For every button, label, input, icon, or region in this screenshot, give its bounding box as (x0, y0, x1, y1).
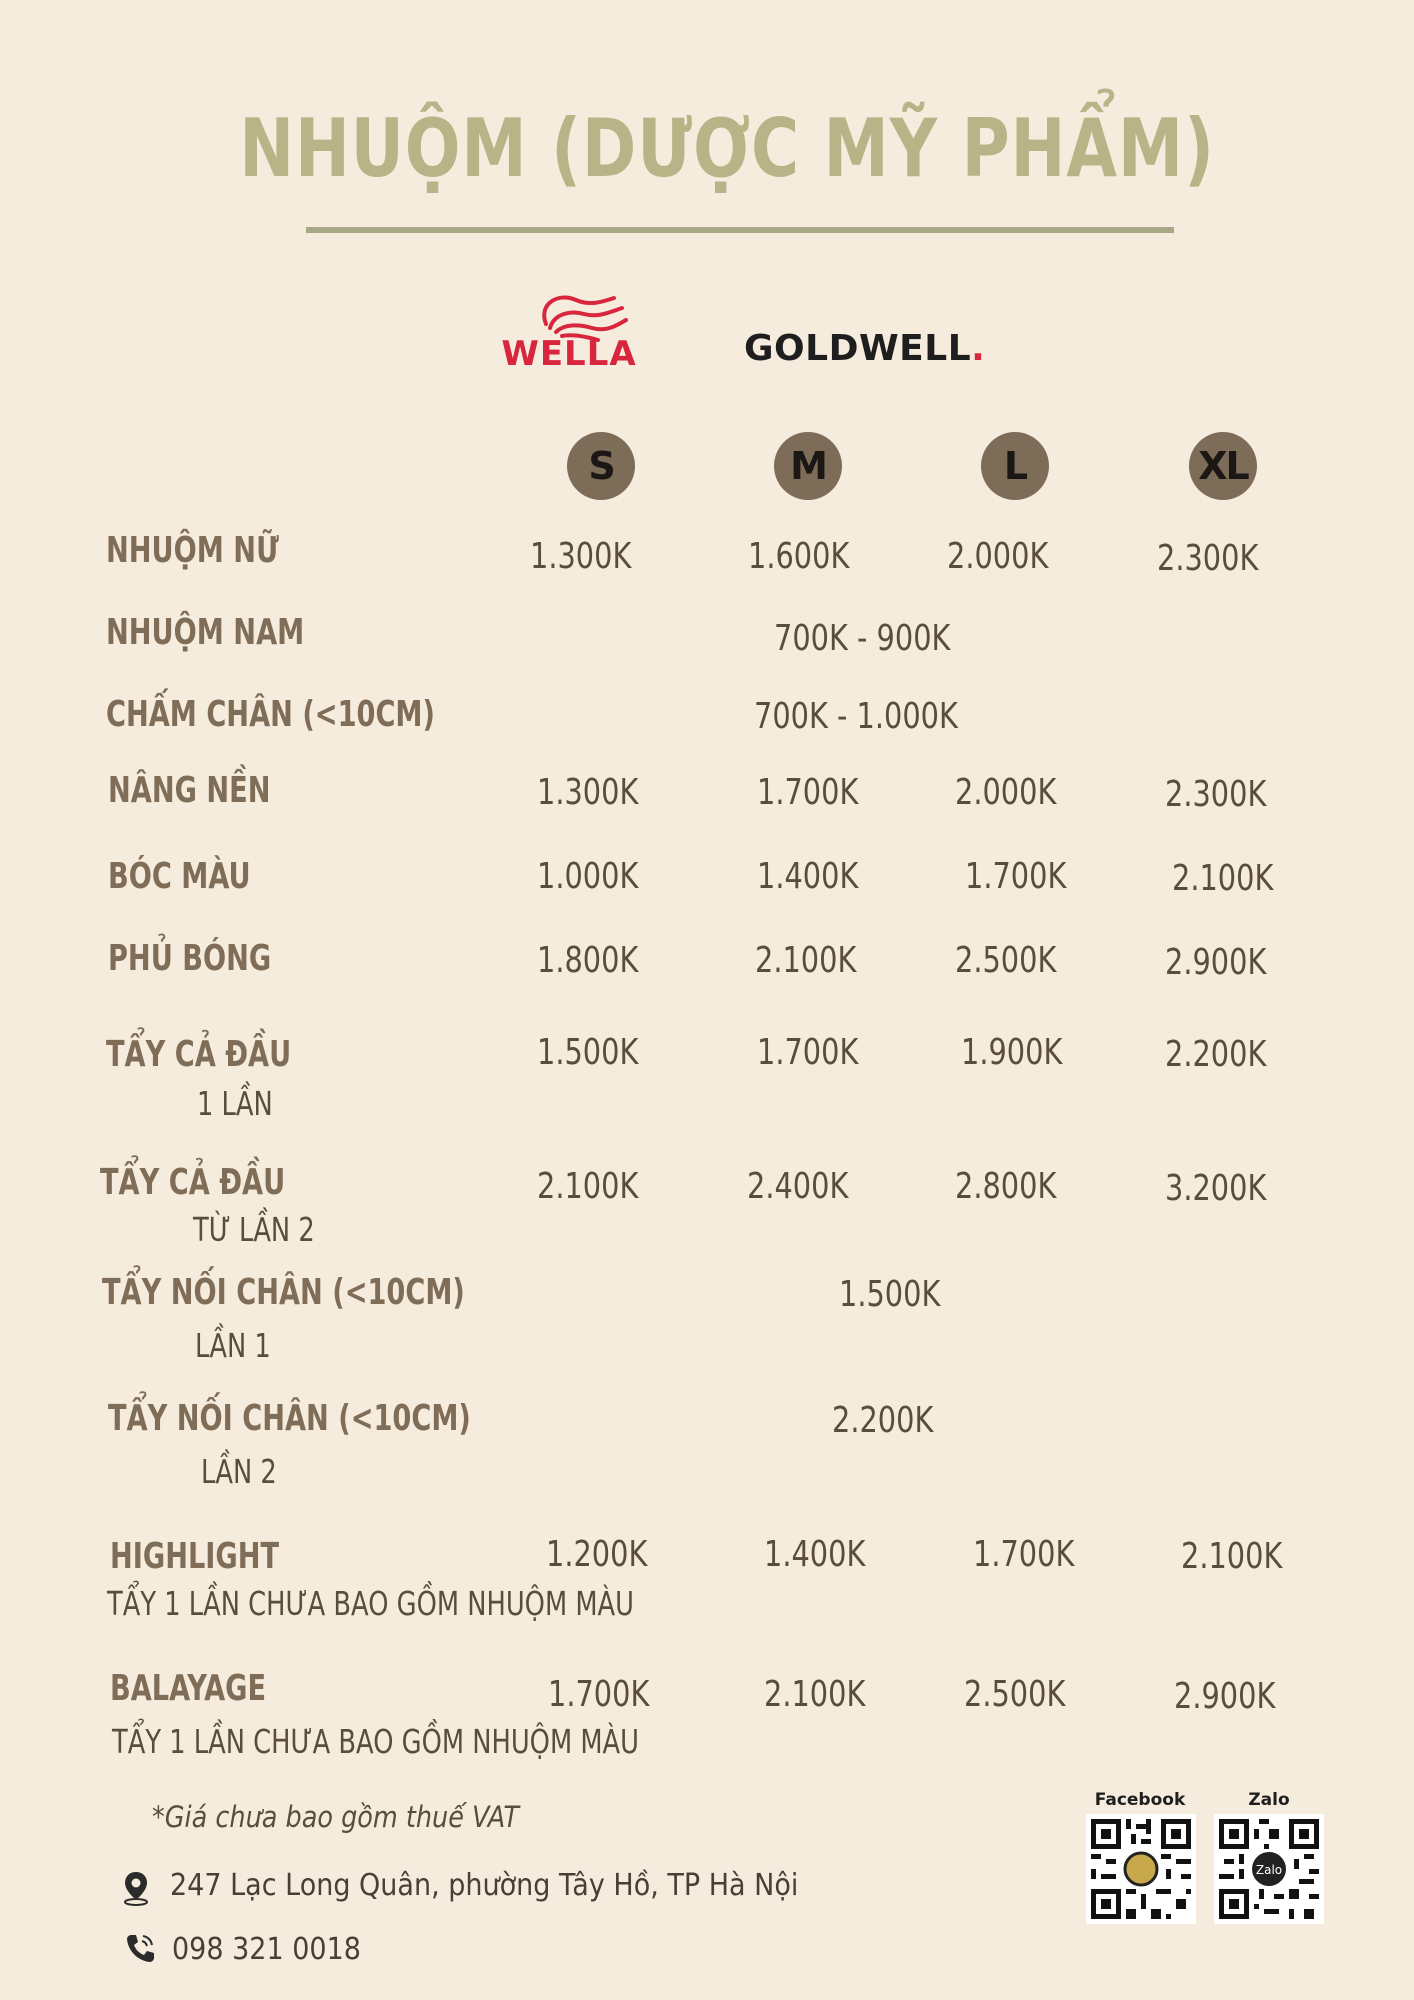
zalo-qr-code-icon[interactable] (1214, 1814, 1324, 1924)
price-m: 1.700K (757, 772, 859, 813)
service-label: CHẤM CHÂN (<10CM) (106, 694, 435, 735)
service-label: TẨY CẢ ĐẦU (106, 1034, 292, 1075)
price-xl: 2.900K (1165, 942, 1267, 983)
price-s: 1.200K (546, 1534, 648, 1575)
zalo-logo-text: Zalo (1255, 1863, 1283, 1877)
qr-facebook-label: Facebook (1094, 1790, 1186, 1810)
price-s: 1.300K (537, 772, 639, 813)
price-l: 2.800K (955, 1166, 1057, 1207)
service-label: NHUỘM NỮ (106, 530, 279, 571)
title-divider (306, 227, 1174, 233)
price-l: 2.500K (955, 940, 1057, 981)
price-l: 2.000K (955, 772, 1057, 813)
price-range: 700K - 900K (774, 618, 951, 659)
price-s: 1.500K (537, 1032, 639, 1073)
price-l: 1.900K (961, 1032, 1063, 1073)
price-l: 1.700K (965, 856, 1067, 897)
price-s: 1.700K (548, 1674, 650, 1715)
address-text: 247 Lạc Long Quân, phường Tây Hồ, TP Hà Nội (170, 1868, 799, 1903)
goldwell-brand-dot: . (971, 328, 986, 369)
service-label: NHUỘM NAM (106, 612, 305, 653)
facebook-qr-code-icon[interactable] (1086, 1814, 1196, 1924)
price-xl: 2.300K (1165, 774, 1267, 815)
price-m: 2.400K (747, 1166, 849, 1207)
service-label: HIGHLIGHT (110, 1536, 280, 1577)
price-range: 2.200K (832, 1400, 934, 1441)
price-l: 2.000K (947, 536, 1049, 577)
size-badge-m: M (774, 432, 842, 500)
price-m: 1.600K (748, 536, 850, 577)
vat-note: *Giá chưa bao gồm thuế VAT (152, 1800, 519, 1834)
service-label: NÂNG NỀN (108, 770, 271, 811)
goldwell-brand-name: GOLDWELL (744, 328, 972, 369)
phone-icon (124, 1932, 156, 1964)
price-xl: 2.300K (1157, 538, 1259, 579)
service-sublabel: TẨY 1 LẦN CHƯA BAO GỒM NHUỘM MÀU (107, 1584, 634, 1623)
service-sublabel: LẦN 1 (195, 1326, 271, 1365)
price-l: 1.700K (973, 1534, 1075, 1575)
service-sublabel: LẦN 2 (201, 1452, 277, 1491)
price-l: 2.500K (964, 1674, 1066, 1715)
price-m: 1.400K (757, 856, 859, 897)
service-label: PHỦ BÓNG (108, 938, 272, 979)
price-s: 1.300K (530, 536, 632, 577)
price-xl: 2.100K (1181, 1536, 1283, 1577)
location-pin-icon (120, 1870, 152, 1906)
service-label: BÓC MÀU (108, 856, 251, 897)
price-range: 1.500K (839, 1274, 941, 1315)
price-xl: 2.100K (1172, 858, 1274, 899)
service-label: BALAYAGE (110, 1668, 267, 1709)
price-m: 1.700K (757, 1032, 859, 1073)
price-m: 1.400K (764, 1534, 866, 1575)
service-sublabel: 1 LẦN (197, 1084, 273, 1123)
goldwell-brand (744, 328, 985, 369)
price-s: 1.000K (537, 856, 639, 897)
service-label: TẨY NỐI CHÂN (<10CM) (108, 1398, 471, 1439)
wella-brand: WELLA (501, 334, 637, 374)
service-sublabel: TẨY 1 LẦN CHƯA BAO GỒM NHUỘM MÀU (112, 1722, 639, 1761)
price-range: 700K - 1.000K (754, 696, 958, 737)
price-xl: 3.200K (1165, 1168, 1267, 1209)
qr-zalo-label: Zalo (1248, 1790, 1290, 1810)
service-sublabel: TỪ LẦN 2 (193, 1210, 315, 1249)
size-badge-l: L (981, 432, 1049, 500)
service-label: TẨY NỐI CHÂN (<10CM) (102, 1272, 465, 1313)
price-m: 2.100K (764, 1674, 866, 1715)
price-xl: 2.900K (1174, 1676, 1276, 1717)
size-badge-s: S (567, 432, 635, 500)
service-label: TẨY CẢ ĐẦU (100, 1162, 286, 1203)
price-m: 2.100K (755, 940, 857, 981)
phone-text: 098 321 0018 (172, 1932, 361, 1967)
price-s: 2.100K (537, 1166, 639, 1207)
price-s: 1.800K (537, 940, 639, 981)
price-xl: 2.200K (1165, 1034, 1267, 1075)
page-title: NHUỘM (DƯỢC MỸ PHẨM) (239, 102, 1215, 195)
size-badge-xl: XL (1189, 432, 1257, 500)
